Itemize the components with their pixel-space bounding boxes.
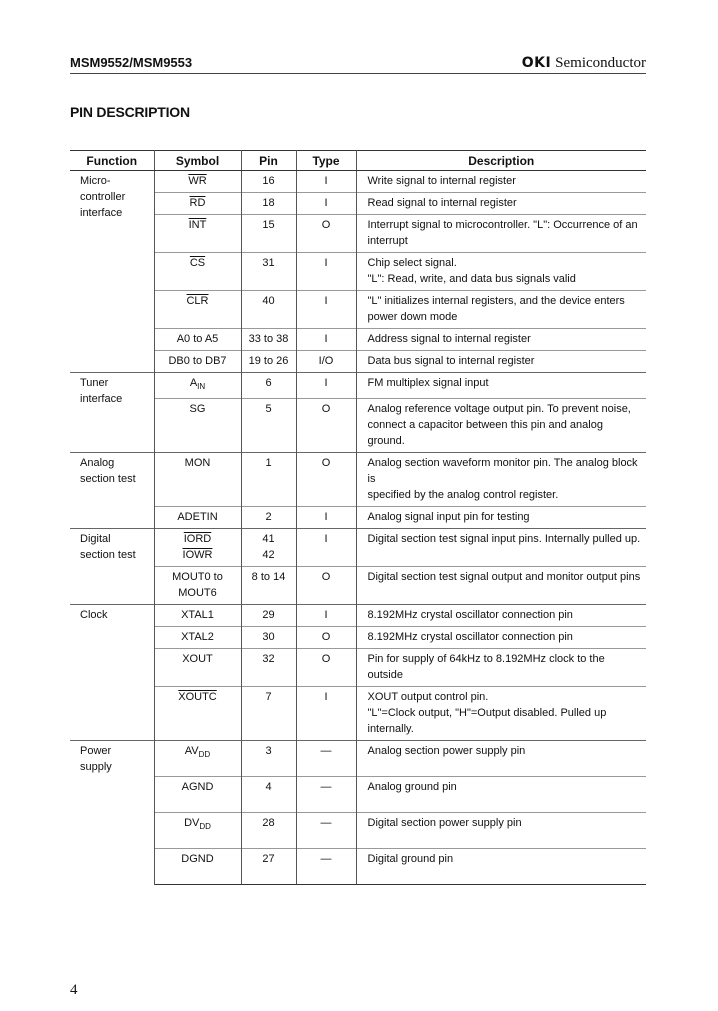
type: O [296, 215, 356, 253]
col-function-header: Function [70, 151, 154, 171]
table-row [70, 171, 646, 193]
description: Analog section waveform monitor pin. The analog block is specified by the analog control register. [356, 453, 646, 507]
pin: 4 [241, 777, 296, 813]
table-row [70, 399, 646, 453]
pin: 16 [241, 171, 296, 193]
description: 8.192MHz crystal oscillator connection pin [356, 605, 646, 627]
type: I [296, 291, 356, 329]
type: O [296, 453, 356, 507]
symbol: $\overline{INT}$ [188, 219, 207, 231]
type: I [296, 529, 356, 567]
table-row [70, 741, 646, 777]
pin: 30 [241, 627, 296, 649]
pin: 7 [241, 687, 296, 741]
pin: 5 [241, 399, 296, 453]
function-cell: Power supply [70, 741, 154, 885]
table-row [70, 329, 646, 351]
pin: 41 42 [241, 529, 296, 567]
type: I [296, 605, 356, 627]
description: "L" initializes internal registers, and the device enters power down mode [356, 291, 646, 329]
symbol: $A_{IN}$ [154, 373, 241, 399]
description: Analog section power supply pin [356, 741, 646, 777]
type: I [296, 329, 356, 351]
col-symbol-header: Symbol [154, 151, 241, 171]
description: Interrupt signal to microcontroller. "L": Occurrence of an interrupt [356, 215, 646, 253]
function-cell: Analog section test [70, 453, 154, 529]
type: — [296, 813, 356, 849]
brand-suffix: Semiconductor [555, 55, 646, 71]
table-row [70, 813, 646, 849]
table-row [70, 215, 646, 253]
symbol: MON [154, 453, 241, 507]
function-cell: Clock [70, 605, 154, 741]
pin: 1 [241, 453, 296, 507]
function-cell: Tuner interface [70, 373, 154, 453]
table-row [70, 529, 646, 567]
symbol: ADETIN [154, 507, 241, 529]
table-row [70, 507, 646, 529]
description: Digital section power supply pin [356, 813, 646, 849]
brand-name: OKI [521, 55, 552, 71]
symbol: XOUTC [178, 691, 217, 704]
type: I [296, 507, 356, 529]
symbol: XTAL2 [154, 627, 241, 649]
symbol: DB0 to DB7 [154, 351, 241, 373]
description: Chip select signal. "L": Read, write, and data bus signals valid [356, 253, 646, 291]
table-row [70, 849, 646, 885]
symbol: AGND [154, 777, 241, 813]
type: I [296, 687, 356, 741]
table-row [70, 777, 646, 813]
document-part-number: MSM9552/MSM9553 [70, 55, 193, 70]
header-rule [70, 73, 646, 74]
description: Read signal to internal register [356, 193, 646, 215]
type: — [296, 741, 356, 777]
symbol: $\overline{RD}$ [189, 197, 206, 209]
symbol: $\overline{WR}$ [188, 175, 207, 187]
description: XOUT output control pin. "L"=Clock output, "H"=Output disabled. Pulled up internally. [356, 687, 646, 741]
description: FM multiplex signal input [356, 373, 646, 399]
symbol: XTAL1 [154, 605, 241, 627]
pin: 29 [241, 605, 296, 627]
col-type-header: Type [296, 151, 356, 171]
pin-description-table [70, 150, 646, 885]
pin: 3 [241, 741, 296, 777]
description: Digital section test signal input pins. Internally pulled up. [356, 529, 646, 567]
table-row [70, 291, 646, 329]
description: Address signal to internal register [356, 329, 646, 351]
type: — [296, 777, 356, 813]
symbol: $\overline{CLR}$ [186, 295, 209, 307]
type: — [296, 849, 356, 885]
page-number: 4 [70, 982, 78, 998]
type: O [296, 567, 356, 605]
pin: 31 [241, 253, 296, 291]
symbol: $DV_{DD}$ [154, 813, 241, 849]
type: O [296, 627, 356, 649]
pin: 27 [241, 849, 296, 885]
symbol: IORD IOWR [154, 529, 241, 567]
description: Analog ground pin [356, 777, 646, 813]
table-header-row [70, 151, 646, 171]
section-title: PIN DESCRIPTION [70, 104, 190, 120]
table-row [70, 605, 646, 627]
pin: 18 [241, 193, 296, 215]
description: Analog reference voltage output pin. To prevent noise, connect a capacitor between this pin and analog ground. [356, 399, 646, 453]
col-pin-header: Pin [241, 151, 296, 171]
function-cell: Micro- controller interface [70, 171, 154, 373]
table-row [70, 567, 646, 605]
description: Pin for supply of 64kHz to 8.192MHz clock to the outside [356, 649, 646, 687]
col-description-header: Description [356, 151, 646, 171]
symbol: XOUT [154, 649, 241, 687]
description: Write signal to internal register [367, 175, 516, 187]
table-row [70, 453, 646, 507]
table-row [70, 253, 646, 291]
description: Digital section test signal output and monitor output pins [356, 567, 646, 605]
symbol: MOUT0 to MOUT6 [154, 567, 241, 605]
description: Analog signal input pin for testing [356, 507, 646, 529]
table-row [70, 687, 646, 741]
symbol: $AV_{DD}$ [154, 741, 241, 777]
table-row [70, 193, 646, 215]
pin: 33 to 38 [241, 329, 296, 351]
pin: 32 [241, 649, 296, 687]
pin: 8 to 14 [241, 567, 296, 605]
symbol: $\overline{CS}$ [189, 257, 206, 269]
type: I/O [296, 351, 356, 373]
type: I [296, 171, 356, 193]
type: I [296, 373, 356, 399]
symbol: A0 to A5 [154, 329, 241, 351]
description: Data bus signal to internal register [356, 351, 646, 373]
table-row [70, 351, 646, 373]
pin: 40 [241, 291, 296, 329]
table-row [70, 627, 646, 649]
pin: 6 [241, 373, 296, 399]
type: O [296, 649, 356, 687]
table-row [70, 373, 646, 399]
function-cell: Digital section test [70, 529, 154, 605]
type: I [296, 253, 356, 291]
pin: 2 [241, 507, 296, 529]
pin: 15 [241, 215, 296, 253]
description: 8.192MHz crystal oscillator connection pin [356, 627, 646, 649]
symbol: SG [154, 399, 241, 453]
table-row [70, 649, 646, 687]
pin: 28 [241, 813, 296, 849]
brand-logo [522, 54, 646, 72]
type: I [296, 193, 356, 215]
pin: 19 to 26 [241, 351, 296, 373]
description: Digital ground pin [356, 849, 646, 885]
symbol: DGND [154, 849, 241, 885]
type: O [296, 399, 356, 453]
